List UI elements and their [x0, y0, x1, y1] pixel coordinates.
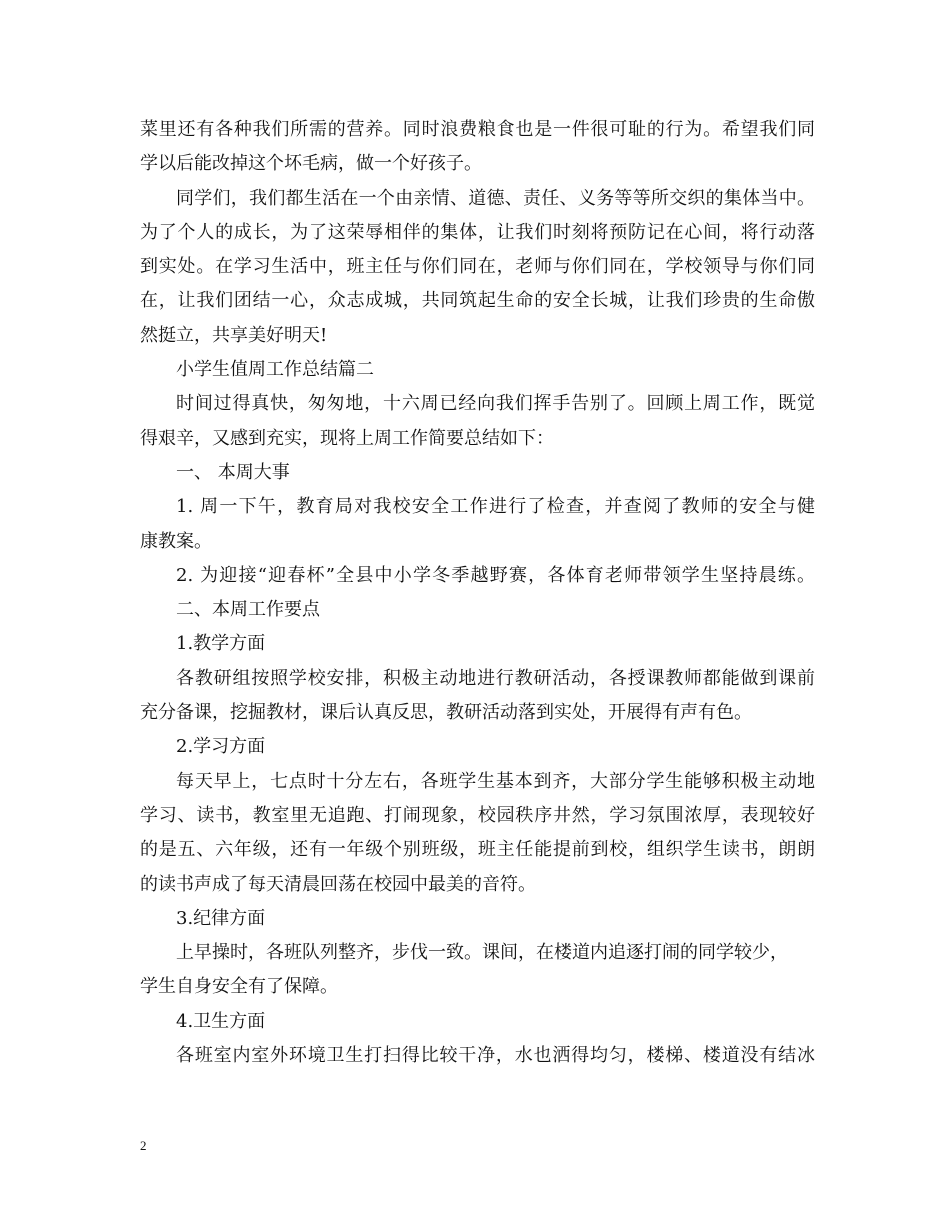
text-line: 一、 本周大事 [176, 461, 290, 483]
page-number: 2 [140, 1138, 147, 1153]
text-line: 时间过得真快，匆匆地，十六周已经向我们挥手告别了。回顾上周工作，既觉 [176, 393, 815, 415]
text-line: 1. 周一下午，教育局对我校安全工作进行了检查，并查阅了教师的安全与健 [176, 496, 815, 518]
text-line: 2. 为迎接“迎春杯”全县中小学冬季越野赛，各体育老师带领学生坚持晨练。 [176, 564, 815, 586]
text-line: 2.学习方面 [176, 736, 266, 758]
text-line: 到实处。在学习生活中，班主任与你们同在，老师与你们同在，学校领导与你们同 [140, 256, 815, 278]
text-line: 每天早上，七点时十分左右，各班学生基本到齐，大部分学生能够积极主动地 [176, 770, 815, 792]
text-line: 为了个人的成长，为了这荣辱相伴的集体，让我们时刻将预防记在心间，将行动落 [140, 221, 815, 243]
text-line: 的读书声成了每天清晨回荡在校园中最美的音符。 [140, 873, 536, 895]
text-line: 3.纪律方面 [176, 907, 266, 929]
text-line: 然挺立，共享美好明天! [140, 324, 328, 346]
text-line: 的是五、六年级，还有一年级个别班级，班主任能提前到校，组织学生读书，朗朗 [140, 839, 815, 861]
text-line: 各教研组按照学校安排，积极主动地进行教研活动，各授课教师都能做到课前 [176, 667, 815, 689]
text-line: 学以后能改掉这个坏毛病，做一个好孩子。 [140, 153, 482, 175]
text-line: 上早操时，各班队列整齐，步伐一致。课间，在楼道内追逐打闹的同学较少， [176, 942, 788, 964]
text-line: 1.教学方面 [176, 633, 266, 655]
text-line: 二、本周工作要点 [176, 599, 320, 621]
text-line: 同学们，我们都生活在一个由亲情、道德、责任、义务等等所交织的集体当中。 [176, 187, 815, 209]
text-line: 小学生值周工作总结篇二 [176, 359, 374, 381]
text-line: 菜里还有各种我们所需的营养。同时浪费粮食也是一件很可耻的行为。希望我们同 [140, 119, 815, 140]
text-line: 康教案。 [140, 530, 212, 552]
text-line: 得艰辛，又感到充实，现将上周工作简要总结如下： [140, 427, 554, 449]
text-line: 在，让我们团结一心，众志成城，共同筑起生命的安全长城，让我们珍贵的生命傲 [140, 290, 815, 312]
text-line: 学生自身安全有了保障。 [140, 976, 338, 998]
document-body [140, 113, 815, 1073]
text-line: 各班室内室外环境卫生打扫得比较干净，水也洒得均匀，楼梯、楼道没有结冰 [176, 1045, 815, 1067]
text-line: 充分备课，挖掘教材，课后认真反思，教研活动落到实处，开展得有声有色。 [140, 702, 752, 724]
text-line: 4.卫生方面 [176, 1010, 266, 1032]
text-line: 学习、读书，教室里无追跑、打闹现象，校园秩序井然，学习氛围浓厚，表现较好 [140, 804, 815, 826]
